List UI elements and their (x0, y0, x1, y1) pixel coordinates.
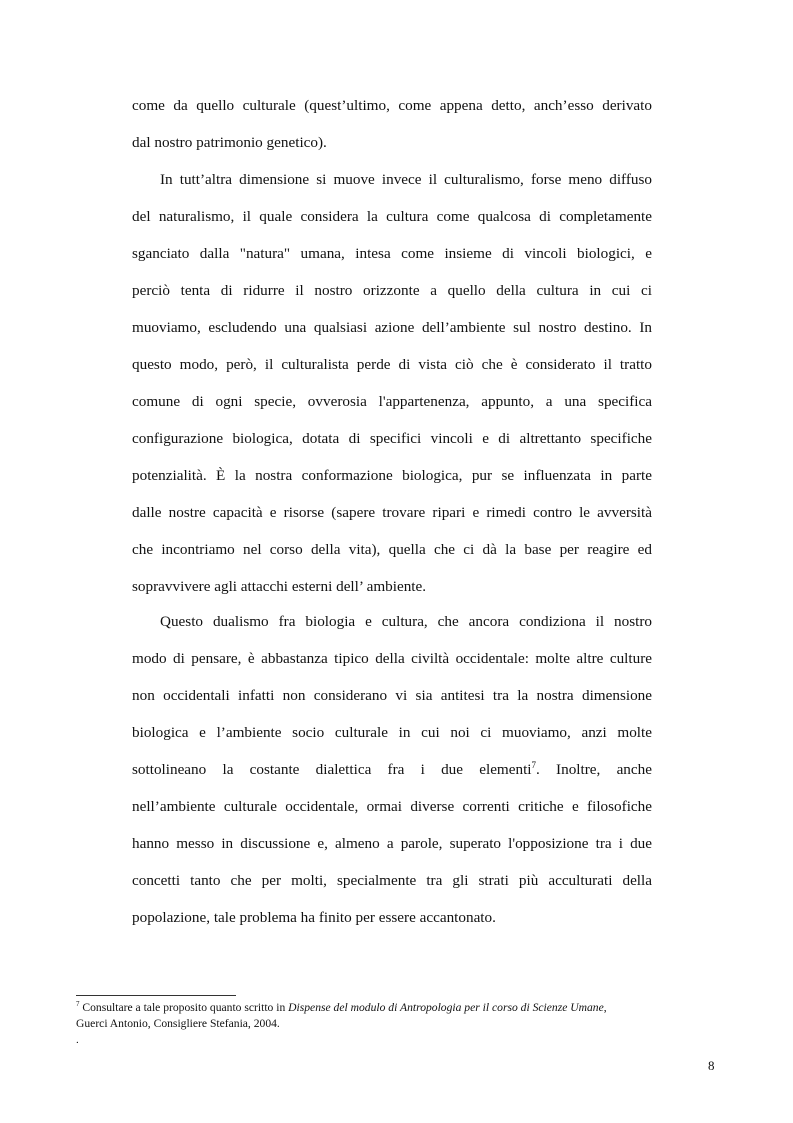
footnote-separator (76, 995, 236, 996)
text-line: modo di pensare, è abbastanza tipico della civiltà occidentale: molte altre culture (132, 650, 652, 667)
paragraph-continuation (132, 87, 652, 605)
footnote-text: Consultare a tale proposito quanto scritto in (79, 1001, 289, 1014)
footnote-title: Dispense del modulo di Antropologia per il corso di Scienze Umane (288, 1001, 604, 1014)
footnote-trailing-mark: . (76, 1034, 79, 1046)
text-line: potenzialità. È la nostra conformazione biologica, pur se influenzata in parte (132, 467, 652, 484)
text-line: dal nostro patrimonio genetico). (132, 134, 327, 151)
text-line: muoviamo, escludendo una qualsiasi azione dell’ambiente sul nostro destino. In (132, 319, 652, 336)
footnote-number: 7 (76, 1000, 80, 1009)
text-line: configurazione biologica, dotata di specifici vincoli e di altrettanto specifiche (132, 430, 652, 447)
footnote-reference[interactable]: 7 (531, 759, 537, 770)
text-line: concetti tanto che per molti, specialmente tra gli strati più acculturati della (132, 872, 652, 889)
text-line: hanno messo in discussione e, almeno a parole, superato l'opposizione tra i due (132, 835, 652, 852)
footnote-line: Guerci Antonio, Consigliere Stefania, 2004. (76, 1017, 280, 1030)
text-line: non occidentali infatti non considerano vi sia antitesi tra la nostra dimensione (132, 687, 652, 704)
text-line: sopravvivere agli attacchi esterni dell’ ambiente. (132, 578, 427, 595)
text-line: perciò tenta di ridurre il nostro orizzonte a quello della cultura in cui ci (132, 282, 652, 299)
text-line: Questo dualismo fra biologia e cultura, che ancora condiziona il nostro (160, 613, 652, 630)
text-line: comune di ogni specie, ovverosia l'appartenenza, appunto, a una specifica (132, 393, 652, 410)
text-line: sganciato dalla "natura" umana, intesa come insieme di vincoli biologici, e (132, 245, 652, 262)
text-line: biologica e l’ambiente socio culturale in cui noi ci muoviamo, anzi molte (132, 724, 652, 741)
text-segment: . Inoltre, anche (536, 761, 652, 778)
text-line-with-footnote-ref (132, 751, 652, 788)
footnote-text: , (603, 1001, 607, 1014)
text-line: dalle nostre capacità e risorse (sapere trovare ripari e rimedi contro le avversità (132, 504, 652, 521)
text-line: questo modo, però, il culturalista perde di vista ciò che è considerato il tratto (132, 356, 652, 373)
text-line: del naturalismo, il quale considera la cultura come qualcosa di completamente (132, 208, 652, 225)
text-line: popolazione, tale problema ha finito per essere accantonato. (132, 909, 496, 926)
footnote-line (76, 1000, 716, 1016)
text-line: In tutt’altra dimensione si muove invece il culturalismo, forse meno diffuso (160, 171, 652, 188)
text-line: nell’ambiente culturale occidentale, ormai diverse correnti critiche e filosofiche (132, 798, 652, 815)
paragraph-dualism (132, 603, 652, 936)
footnote (76, 1000, 716, 1032)
text-line: come da quello culturale (quest’ultimo, come appena detto, anch’esso derivato (132, 97, 652, 114)
text-line: che incontriamo nel corso della vita), quella che ci dà la base per reagire ed (132, 541, 652, 558)
page-number: 8 (708, 1058, 715, 1073)
text-segment: sottolineano la costante dialettica fra i due elementi (132, 761, 532, 778)
